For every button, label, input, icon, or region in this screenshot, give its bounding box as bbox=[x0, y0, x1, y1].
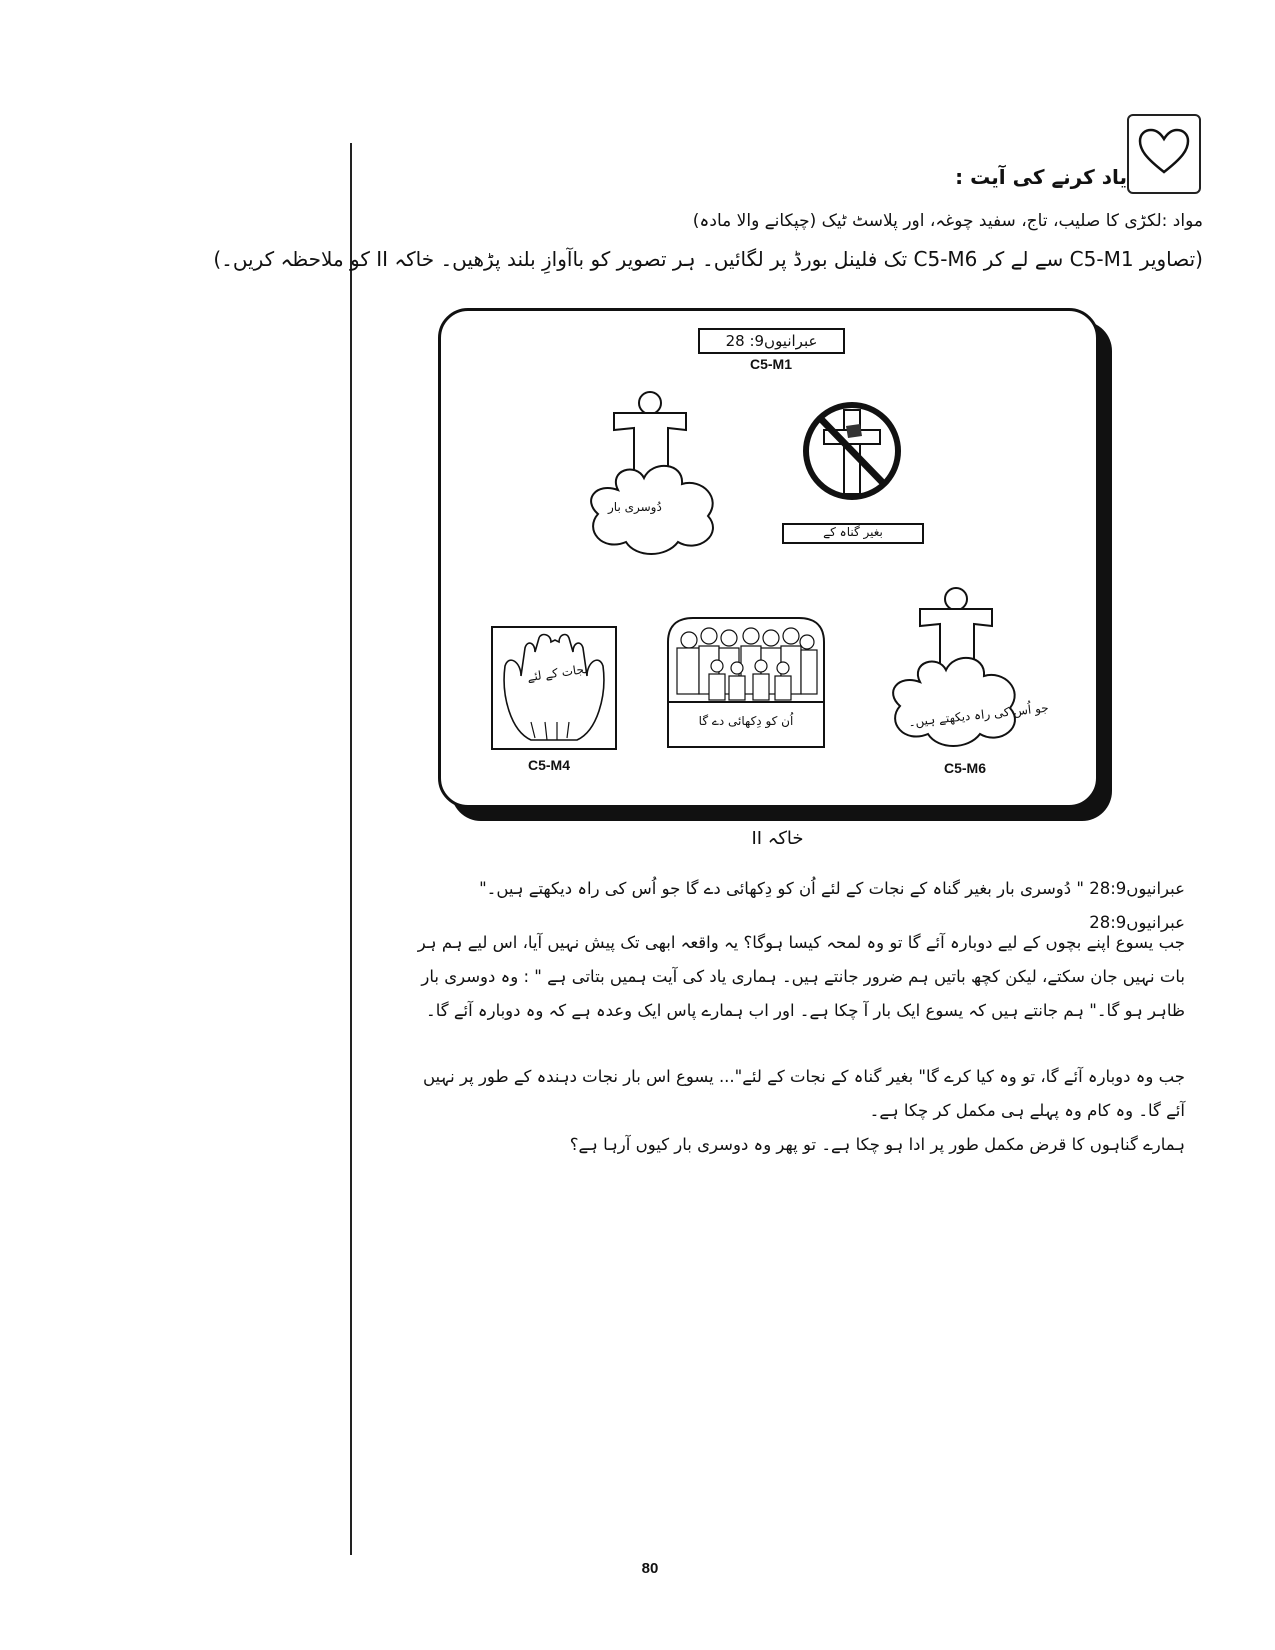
hands-label: نجات کے لئے bbox=[526, 661, 589, 685]
materials-line: مواد :لکڑی کا صلیب، تاج، سفید چوغہ، اور پلاسٹ ٹیک (چپکانے والا مادہ) bbox=[692, 211, 1203, 231]
paragraph-3: ہمارے گناہوں کا قرض مکمل طور پر ادا ہو چکا ہے۔ تو پھر وہ دوسری بار کیوں آرہا ہے؟ bbox=[569, 1135, 1185, 1154]
crowd-label: اُن کو دِکھائی دے گا bbox=[698, 714, 794, 728]
page-number: 80 bbox=[641, 1560, 659, 1577]
memory-verse-badge bbox=[1127, 114, 1201, 194]
instructions-line: (تصاویر C5-M1 سے لے کر C5-M6 تک فلینل بورڈ پر لگائیں۔ ہر تصویر کو باآوازِ بلند پڑھیں۔ خاکہ II کو ملاحظہ کریں۔) bbox=[213, 247, 1203, 271]
cloud-figure-illustration-2 bbox=[880, 586, 1030, 754]
verse-paragraph: عبرانیوں28:9 " دُوسری بار بغیر گناہ کے نجات کے لئے اُن کو دِکھائی دے گا جو اُس کی راہ دیکھتے ہیں۔" عبرانیوں28:9 bbox=[479, 879, 1185, 932]
hands-illustration bbox=[491, 626, 617, 750]
figure-caption: خاکہ II bbox=[751, 828, 804, 849]
code-label-m1: C5-M1 bbox=[749, 356, 792, 372]
cloud-figure-illustration bbox=[578, 390, 728, 560]
paragraph-1: جب یسوع اپنے بچوں کے لیے دوبارہ آئے گا تو وہ لمحہ کیسا ہوگا؟ یہ واقعہ ابھی تک پیش نہیں آیا، اس لیے ہم ہر بات نہیں جان سکتے، لیکن کچھ باتیں ہم ضرور جانتے ہیں۔ ہماری یاد کی آیت ہمیں بتاتی ہے " : وہ دوسری بار ظاہر ہو گا۔" ہم جانتے ہیں کہ یسوع ایک بار آ چکا ہے۔ اور اب ہمارے پاس ایک وعدہ ہے کہ وہ دوبارہ آئے گا۔ bbox=[417, 933, 1185, 1020]
margin-rule bbox=[350, 143, 352, 1555]
crowd-illustration bbox=[667, 616, 825, 748]
reference-box: عبرانیوں9: 28 bbox=[698, 328, 845, 354]
cloud2-label: جو اُس کی راہ دیکھتے ہیں۔ bbox=[907, 700, 1050, 730]
code-label-m6: C5-M6 bbox=[943, 760, 986, 776]
no-sin-cross-illustration bbox=[802, 396, 902, 508]
paragraph-2: جب وہ دوبارہ آئے گا، تو وہ کیا کرے گا" بغیر گناہ کے نجات کے لئے"... یسوع اس بار نجات دہندہ کے طور پر نہیں آئے گا۔ وہ کام وہ پہلے ہی مکمل کر چکا ہے۔ bbox=[422, 1067, 1185, 1120]
code-label-m4: C5-M4 bbox=[527, 757, 570, 773]
cross-label: بغیر گناہ کے bbox=[823, 525, 883, 539]
heart-icon bbox=[1136, 126, 1192, 178]
memory-verse-title: یاد کرنے کی آیت : bbox=[955, 165, 1127, 189]
cloud1-label: دُوسری بار bbox=[608, 500, 662, 514]
